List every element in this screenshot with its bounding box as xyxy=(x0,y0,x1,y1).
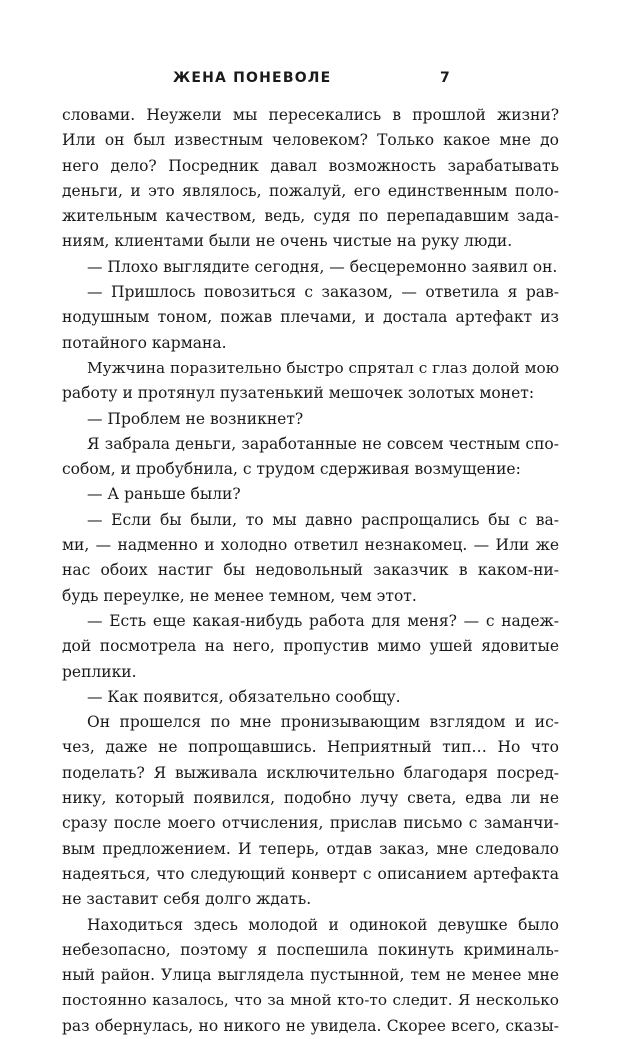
text-line: раз обернулась, но никого не увидела. Скорее всего, сказы- xyxy=(62,1016,559,1035)
text-line: деньги, и это являлось, пожалуй, его единственным поло- xyxy=(62,181,559,200)
text-line: поделать? Я выживала исключительно благодаря посред- xyxy=(62,763,559,782)
running-title: ЖЕНА ПОНЕВОЛЕ xyxy=(173,70,332,86)
text-line: жительным качеством, ведь, судя по перепадавшим зада- xyxy=(62,207,559,226)
text-line: нодушным тоном, пожав плечами, и достала артефакт из xyxy=(62,308,559,327)
text-line: сразу после моего отчисления, прислав письмо с заманчи- xyxy=(62,814,559,833)
text-line: Находиться здесь молодой и одинокой девушке было xyxy=(87,915,559,934)
text-line: надеяться, что следующий конверт с описанием артефакта xyxy=(62,864,559,883)
text-line: ный район. Улица выглядела пустынной, тем не менее мне xyxy=(62,966,559,985)
text-line: не заставит себя долго ждать. xyxy=(62,890,312,909)
text-line: — Проблем не возникнет? xyxy=(87,409,304,428)
text-line: реплики. xyxy=(62,662,137,681)
page-number: 7 xyxy=(440,70,450,86)
text-line: — Как появится, обязательно сообщу. xyxy=(87,687,401,706)
text-line: Или он был известным человеком? Только какое мне до xyxy=(62,131,559,150)
text-line: — Есть еще какая-нибудь работа для меня? — с надеж- xyxy=(87,611,559,630)
text-line: нику, который появился, подобно лучу света, едва ли не xyxy=(62,789,559,808)
text-line: Он прошелся по мне пронизывающим взглядом и ис- xyxy=(87,713,559,732)
text-line: чез, даже не попрощавшись. Неприятный тип… Но что xyxy=(62,738,559,757)
text-line: словами. Неужели мы пересекались в прошлой жизни? xyxy=(62,106,559,124)
text-line: дой посмотрела на него, пропустив мимо ушей ядовитые xyxy=(62,637,559,656)
text-line: вым предложением. И теперь, отдав заказ, мне следовало xyxy=(62,839,559,858)
text-line: небезопасно, поэтому я поспешила покинуть криминаль- xyxy=(62,940,559,959)
text-line: Я забрала деньги, заработанные не совсем честным спо- xyxy=(87,434,559,453)
text-line: будь переулке, не менее темном, чем этот. xyxy=(62,586,417,605)
text-line: работу и протянул пузатенький мешочек золотых монет: xyxy=(62,384,535,403)
text-line: — Если бы были, то мы давно распрощались бы с ва- xyxy=(87,510,559,529)
text-line: потайного кармана. xyxy=(62,333,227,352)
text-line: ми, — надменно и холодно ответил незнакомец. — Или же xyxy=(62,536,559,555)
text-line: — Плохо выглядите сегодня, — бесцеремонно заявил он. xyxy=(87,257,558,276)
text-line: — Пришлось повозиться с заказом, — ответила я рав- xyxy=(87,283,559,302)
text-line: ниям, клиентами были не очень чистые на руку люди. xyxy=(62,232,513,251)
text-line: него дело? Посредник давал возможность зарабатывать xyxy=(62,156,559,175)
text-line: Мужчина поразительно быстро спрятал с глаз долой мою xyxy=(87,358,559,377)
text-line: нас обоих настиг бы недовольный заказчик в каком-ни- xyxy=(62,561,559,580)
text-line: собом, и пробубнила, с трудом сдерживая возмущение: xyxy=(62,460,521,479)
text-line: постоянно казалось, что за мной кто-то следит. Я несколько xyxy=(62,991,559,1010)
body-text xyxy=(62,103,559,1039)
text-line: — А раньше были? xyxy=(87,485,241,504)
